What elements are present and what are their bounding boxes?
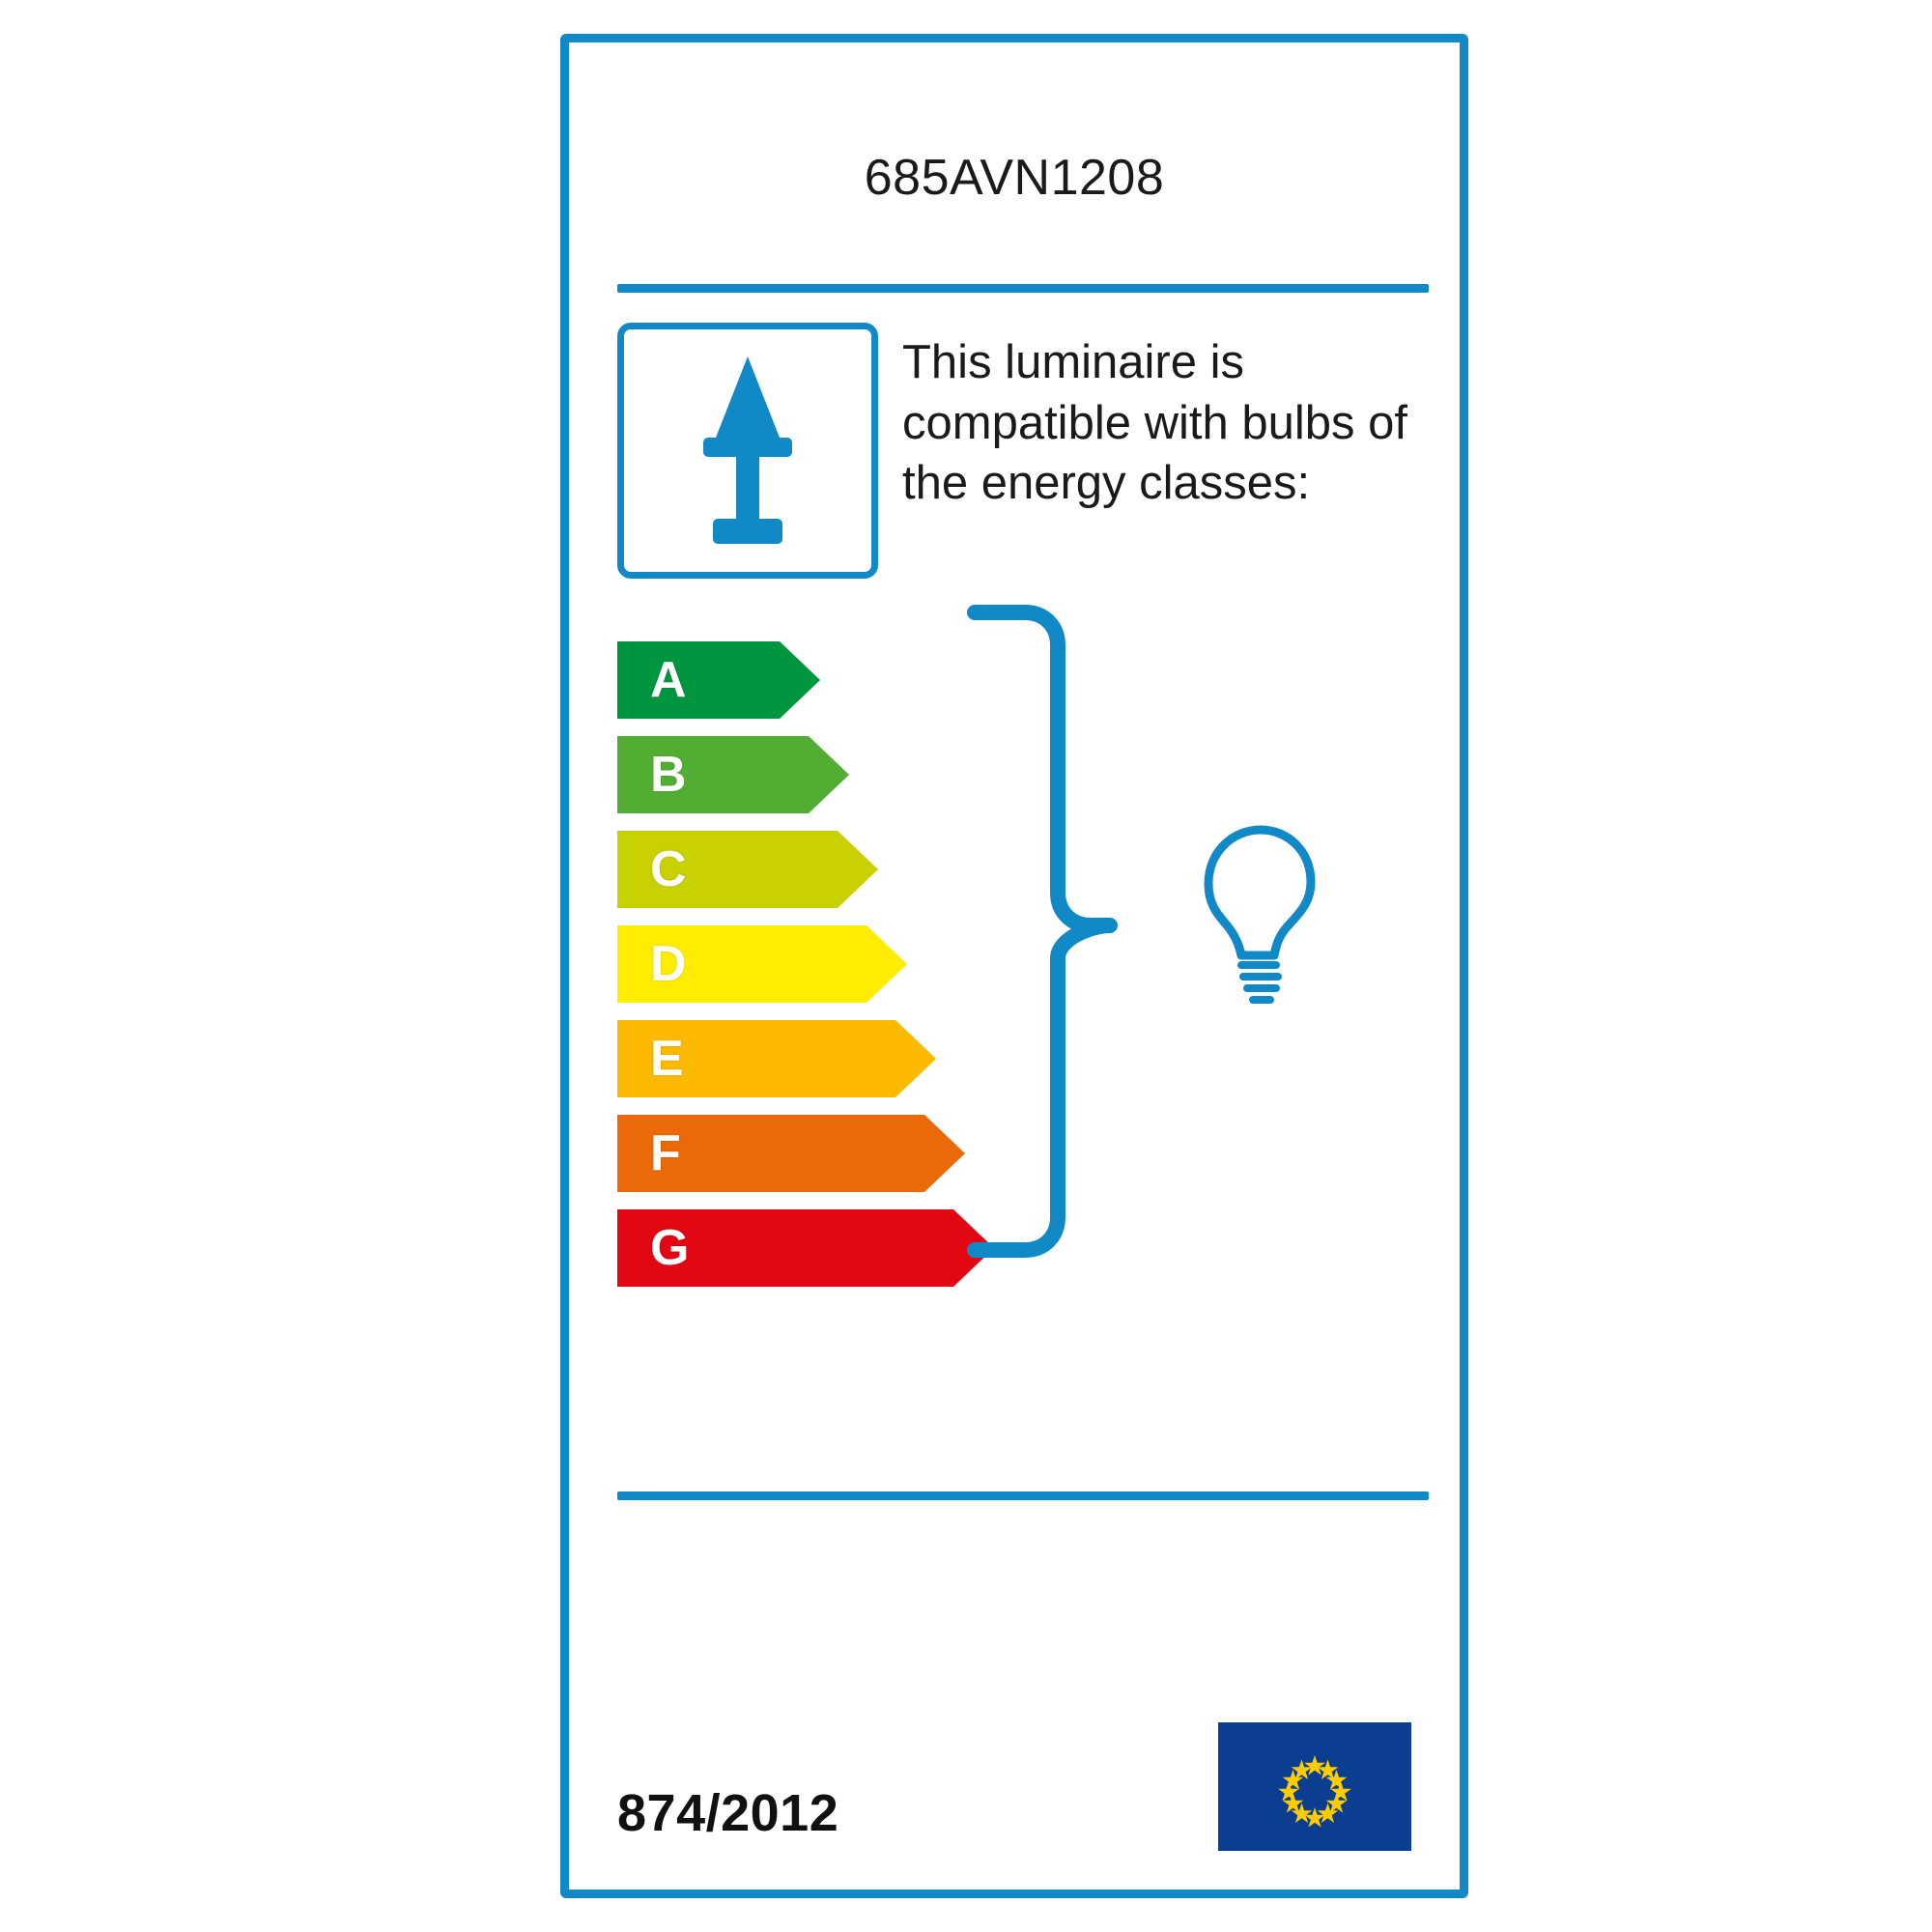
class-row-d bbox=[617, 925, 1004, 1003]
class-letter: G bbox=[650, 1220, 690, 1276]
regulation-number: 874/2012 bbox=[617, 1784, 839, 1842]
class-letter: C bbox=[650, 841, 687, 897]
class-row-g bbox=[617, 1209, 1004, 1287]
divider-bottom bbox=[617, 1492, 1429, 1500]
eu-flag-icon bbox=[1218, 1722, 1411, 1851]
energy-class-list bbox=[617, 641, 1004, 1304]
class-arrow-e bbox=[617, 1020, 1004, 1097]
class-letter: D bbox=[650, 936, 687, 992]
class-arrow-f bbox=[617, 1115, 1004, 1192]
class-letter: E bbox=[650, 1031, 684, 1087]
class-arrow-c bbox=[617, 831, 1004, 908]
brace-and-bulb bbox=[965, 603, 1419, 1260]
energy-label-card bbox=[560, 34, 1468, 1898]
class-row-a bbox=[617, 641, 1004, 719]
class-row-b bbox=[617, 736, 1004, 813]
class-row-e bbox=[617, 1020, 1004, 1097]
table-lamp-icon bbox=[624, 329, 871, 572]
model-code: 685AVN1208 bbox=[864, 150, 1165, 206]
class-letter: B bbox=[650, 747, 687, 803]
class-letter: F bbox=[650, 1125, 681, 1181]
class-arrow-a bbox=[617, 641, 1004, 719]
lamp-icon-frame bbox=[617, 323, 878, 579]
class-arrow-b bbox=[617, 736, 1004, 813]
class-row-c bbox=[617, 831, 1004, 908]
class-letter: A bbox=[650, 652, 687, 708]
class-arrow-g bbox=[617, 1209, 1004, 1287]
class-row-f bbox=[617, 1115, 1004, 1192]
divider-top bbox=[617, 284, 1429, 293]
compatibility-text: This luminaire is compatible with bulbs of the energy classes: bbox=[902, 336, 1407, 510]
class-arrow-d bbox=[617, 925, 1004, 1003]
